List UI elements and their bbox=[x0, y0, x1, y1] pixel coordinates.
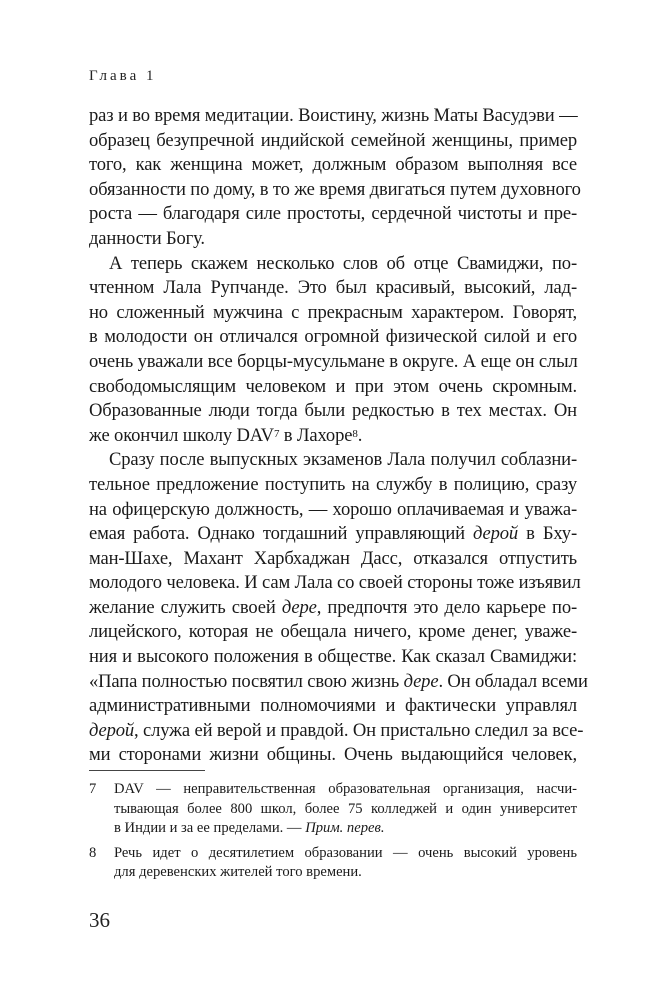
footnote-line: Речь идет о десятилетием образовании — очень высокий уровень bbox=[114, 844, 577, 861]
text-line: тельное предложение поступить на службу в полицию, сразу bbox=[89, 473, 577, 495]
italic-term: дерой bbox=[473, 523, 519, 545]
text-line: «Папа полностью посвятил свою жизнь дере. Он обладал всеми bbox=[89, 670, 588, 692]
text-line: Образованные люди тогда были редкостью в тех местах. Он bbox=[89, 400, 577, 422]
italic-term: дере bbox=[403, 670, 439, 692]
text-line: емая работа. Однако тогдашний управляющий дерой в Бху- bbox=[89, 523, 577, 545]
text-line: но сложенный мужчина с прекрасным характером. Говорят, bbox=[89, 301, 577, 323]
text-line: свободомыслящим человеком и при этом очень скромным. bbox=[89, 375, 577, 397]
footnote-divider bbox=[89, 770, 205, 771]
text-line: образец безупречной индийской семейной женщины, пример bbox=[89, 129, 577, 151]
running-header: Глава 1 bbox=[89, 68, 157, 84]
footnotes bbox=[89, 780, 577, 888]
text-line: в молодости он отличался огромной физической силой и его bbox=[89, 326, 577, 348]
italic-term: дере bbox=[281, 596, 317, 618]
text-line: раз и во время медитации. Воистину, жизнь Маты Васудэви — bbox=[89, 105, 578, 126]
text-line: того, как женщина может, должным образом выполняя все bbox=[89, 154, 577, 176]
text-line: обязанности по дому, в то же время двигаться путем духовного bbox=[89, 178, 581, 200]
footnote-line: DAV — неправительственная образовательная организация, насчи- bbox=[114, 781, 577, 797]
text-line: дерой, служа ей верой и правдой. Он пристально следил за все- bbox=[89, 719, 584, 741]
italic-term: дерой bbox=[89, 719, 135, 741]
footnote-line: тывающая более 800 школ, более 75 колледжей и один университет bbox=[114, 800, 577, 817]
footnote-8 bbox=[89, 844, 577, 883]
text-line: лицейского, которая не обещала ничего, кроме денег, уваже- bbox=[89, 621, 577, 643]
text-line: данности Богу. bbox=[89, 227, 205, 249]
text-line: молодого человека. И сам Лала со своей стороны тоже изъявил bbox=[89, 572, 581, 594]
text-line: ман-Шахе, Махант Харбхаджан Дасс, отказался отпустить bbox=[89, 547, 577, 569]
footnote-line: в Индии и за ее пределами. — Прим. перев. bbox=[114, 820, 385, 836]
main-text bbox=[89, 104, 588, 768]
footnote-line: для деревенских жителей того времени. bbox=[114, 864, 362, 880]
text-line: же окончил школу DAV$^7$ в Лахоре$^8$. bbox=[89, 424, 363, 446]
text-line: роста — благодаря силе простоты, сердечной чистоты и пре- bbox=[89, 203, 577, 225]
translator-note: Прим. перев. bbox=[305, 820, 385, 836]
footnote-7 bbox=[89, 780, 577, 839]
text-line: чтенном Лала Рупчанде. Это был красивый, высокий, лад- bbox=[89, 277, 577, 299]
footnote-number: 7 bbox=[89, 781, 97, 797]
text-line: А теперь скажем несколько слов об отце Свамиджи, по- bbox=[109, 252, 577, 274]
text-line: Сразу после выпускных экзаменов Лала получил соблазни- bbox=[109, 449, 577, 471]
text-line: на офицерскую должность, — хорошо оплачиваемая и уважа- bbox=[89, 498, 577, 520]
footnote-number: 8 bbox=[89, 844, 97, 861]
footnote-ref-7: 7 bbox=[273, 427, 280, 440]
text-line: очень уважали все борцы-мусульмане в округе. А еще он слыл bbox=[89, 350, 578, 372]
text-line: желание служить своей дере, предпочтя это дело карьере по- bbox=[89, 596, 578, 618]
page-number: 36 bbox=[89, 908, 110, 932]
text-line: ми сторонами жизни общины. Очень выдающийся человек, bbox=[89, 744, 577, 766]
text-line: ния и высокого положения в обществе. Как сказал Свамиджи: bbox=[89, 646, 577, 668]
footnote-ref-8: 8 bbox=[352, 427, 358, 440]
text-line: административными полномочиями и фактически управлял bbox=[89, 695, 577, 717]
